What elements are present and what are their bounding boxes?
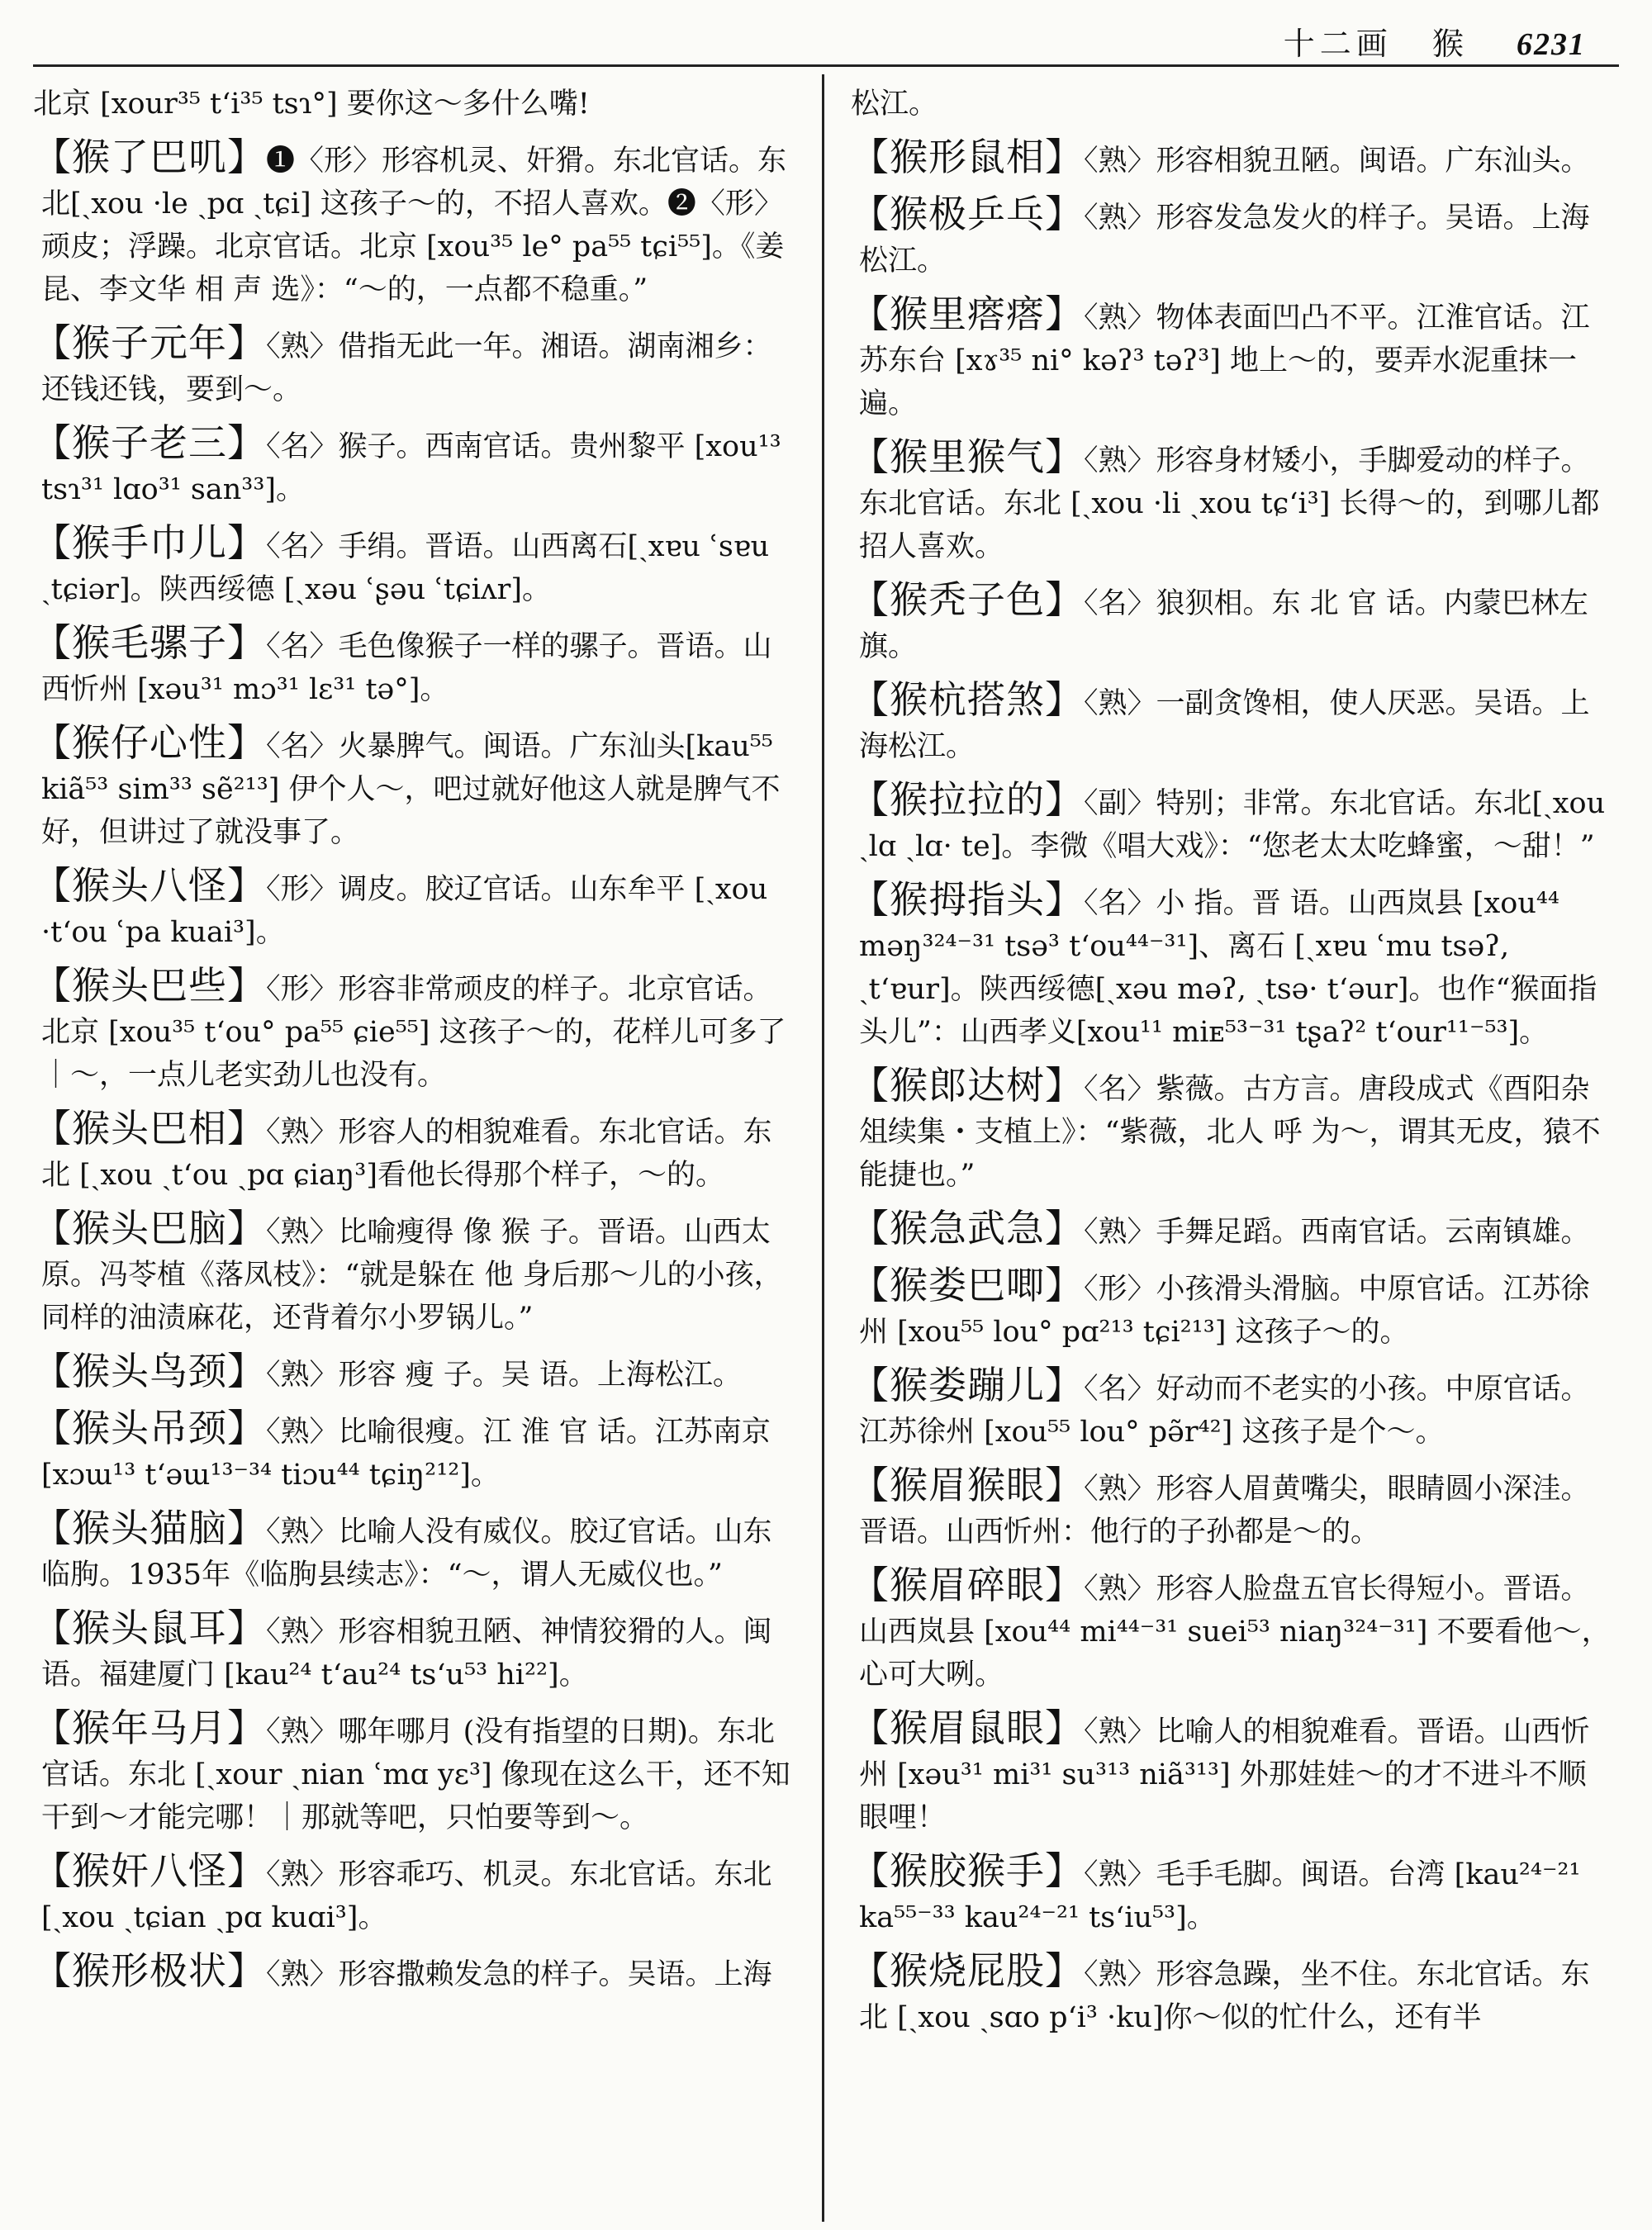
entry-headword: 【猴极乒乓】 (851, 192, 1084, 236)
entry-headword: 【猴仔心性】 (33, 720, 266, 765)
dictionary-entry (33, 421, 793, 511)
entry-definition: 〈熟〉形容乖巧、机灵。东北官话。东北 [ˏxou ˏtɕian ˏpɑ kuɑi³]。 (41, 1858, 772, 1934)
dictionary-entry (33, 1107, 793, 1197)
entry-headword: 【猴头鼠耳】 (33, 1606, 266, 1650)
dictionary-entry (851, 1849, 1611, 1939)
entry-definition: 〈熟〉形容发急发火的样子。吴语。上海松江。 (859, 202, 1590, 278)
entry-definition: 〈名〉紫薇。古方言。唐段成式《酉阳杂俎续集・支植上》：“紫薇，北人 呼 为～，谓其无皮，猿不能捷也。” (859, 1073, 1601, 1192)
dictionary-entry (33, 1506, 793, 1597)
dictionary-entry (851, 878, 1611, 1054)
dictionary-entry (851, 678, 1611, 768)
entry-definition: 〈形〉调皮。胶辽官话。山东牟平 [ˏxou ·tʻou ʿpa kuai³]。 (41, 873, 768, 949)
entry-definition: 〈熟〉手舞足蹈。西南官话。云南镇雄。 (1084, 1216, 1590, 1249)
entry-headword: 【猴眉碎眼】 (851, 1563, 1084, 1607)
dictionary-entry (851, 83, 1611, 126)
entry-definition: 〈熟〉形容相貌丑陋、神情狡猾的人。闽语。福建厦门 [kau²⁴ tʻau²⁴ tsʻu⁵³ hi²²]。 (41, 1616, 772, 1691)
entry-definition: 〈副〉特别；非常。东北官话。东北[ˏxou ˏlɑ ˏlɑ· te]。李微《唱大戏》：“您老太太吃蜂蜜，～甜！” (859, 787, 1606, 863)
entry-definition: 〈熟〉形容相貌丑陋。闽语。广东汕头。 (1084, 145, 1590, 178)
running-head (1284, 18, 1586, 64)
entry-definition: 〈熟〉形容人眉黄嘴尖，眼睛圆小深洼。晋语。山西忻州：他行的子孙都是～的。 (859, 1473, 1590, 1549)
entry-definition: 〈熟〉形容 瘦 子。吴 语。上海松江。 (266, 1359, 742, 1392)
entry-definition: 〈熟〉哪年哪月 (没有指望的日期)。东北官话。东北 [ˏxour ˏnian ʿmɑ yɛ³] 像现在这么干，还不知干到～才能完哪！｜那就等吧，只怕要等到～。 (41, 1715, 790, 1834)
dictionary-entry (33, 721, 793, 854)
entry-definition: 〈熟〉形容人的相貌难看。东北官话。东北 [ˏxou ˏtʻou ˏpɑ ɕiaŋ³]看他长得那个样子，～的。 (41, 1116, 772, 1192)
dictionary-entry (851, 1949, 1611, 2039)
entry-headword: 【猴胶猴手】 (851, 1848, 1084, 1893)
left-column (33, 83, 793, 2006)
dictionary-entry (851, 192, 1611, 282)
entry-headword: 【猴子元年】 (33, 320, 266, 365)
dictionary-entry (851, 1464, 1611, 1554)
entry-definition: 〈熟〉比喻很瘦。江 淮 官 话。江苏南京 [xɔɯ¹³ tʻəɯ¹³⁻³⁴ tiɔu⁴⁴ tɕiŋ²¹²]。 (41, 1416, 771, 1492)
entry-headword: 【猴奸八怪】 (33, 1848, 266, 1893)
entry-definition: 〈名〉猴子。西南官话。贵州黎平 [xou¹³ tsɿ³¹ lɑo³¹ san³³]。 (41, 430, 781, 506)
entry-definition: 〈熟〉比喻人没有威仪。胶辽官话。山东临朐。1935年《临朐县续志》：“～，谓人无威仪也。” (41, 1516, 772, 1592)
entry-definition: 〈名〉狼狈相。东 北 官 话。内蒙巴林左旗。 (859, 587, 1588, 663)
entry-definition: 〈熟〉一副贪馋相，使人厌恶。吴语。上海松江。 (859, 687, 1590, 763)
entry-headword: 【猴拇指头】 (851, 877, 1084, 922)
dictionary-entry (33, 1407, 793, 1497)
entry-definition: ❶〈形〉形容机灵、奸猾。东北官话。东北[ˏxou ·le ˏpɑ ˏtɕi] 这孩子～的，不招人喜欢。❷〈形〉顽皮；浮躁。北京官话。北京 [xou³⁵ le° pa⁵⁵ tɕi⁵⁵]。《姜昆、李文华 相 声 选》：“～的，一点都不稳重。” (41, 145, 787, 306)
entry-headword: 【猴娄巴唧】 (851, 1263, 1084, 1307)
column-divider (822, 74, 824, 2222)
entry-headword: 【猴手巾儿】 (33, 520, 266, 565)
entry-definition: 〈熟〉借指无此一年。湘语。湖南湘乡：还钱还钱，要到～。 (41, 330, 772, 406)
entry-headword: 【猴头八怪】 (33, 863, 266, 908)
entry-headword: 【猴头鸟颈】 (33, 1349, 266, 1393)
dictionary-entry (851, 1264, 1611, 1354)
entry-headword: 【猴子老三】 (33, 420, 266, 465)
entry-headword: 【猴毛骡子】 (33, 620, 266, 665)
dictionary-entry (33, 1949, 793, 1996)
entry-definition: 〈熟〉比喻瘦得 像 猴 子。晋语。山西太原。冯苓植《落凤枝》：“就是躲在 他 身后那～儿的小孩，同样的油渍麻花，还背着尔小罗锅儿。” (41, 1216, 783, 1335)
entry-headword: 【猴烧屁股】 (851, 1948, 1084, 1993)
entry-headword: 【猴头吊颈】 (33, 1406, 266, 1450)
entry-headword: 【猴郎达树】 (851, 1063, 1084, 1108)
entry-headword: 【猴头猫脑】 (33, 1506, 266, 1550)
entry-definition: 〈熟〉物体表面凹凸不平。江淮官话。江苏东台 [xɤ³⁵ ni° kəʔ³ təʔ³] 地上～的，要弄水泥重抹一遍。 (859, 301, 1590, 420)
entry-headword: 【猴秃子色】 (851, 577, 1084, 622)
dictionary-entry (33, 1606, 793, 1696)
entry-definition: 〈熟〉毛手毛脚。闽语。台湾 [kau²⁴⁻²¹ ka⁵⁵⁻³³ kau²⁴⁻²¹ tsʻiu⁵³]。 (859, 1858, 1581, 1934)
entry-headword: 【猴眉猴眼】 (851, 1463, 1084, 1507)
dictionary-entry (33, 521, 793, 611)
entry-headword: 【猴眉鼠眼】 (851, 1706, 1084, 1750)
section-label: 十二画 (1283, 26, 1393, 62)
dictionary-entry (851, 1064, 1611, 1197)
entry-definition: 〈名〉小 指。晋 语。山西岚县 [xou⁴⁴ məŋ³²⁴⁻³¹ tsə³ tʻou⁴⁴⁻³¹]、离石 [ˏxɐu ʿmu tsəʔ, ˏtʻɐur]。陕西绥德[ˏxəu məʔ, ˏtsə· tʻəur]。也作“猴面指头儿”：山西孝义[xou¹¹ miᴇ⁵³⁻³¹ tʂaʔ² tʻour¹¹⁻⁵³]。 (859, 887, 1597, 1049)
entry-headword: 【猴形极状】 (33, 1948, 266, 1993)
dictionary-entry (33, 1207, 793, 1340)
dictionary-entry (851, 292, 1611, 425)
entry-definition: 〈名〉好动而不老实的小孩。中原官话。江苏徐州 [xou⁵⁵ lou° pə̃r⁴²] 这孩子是个～。 (859, 1373, 1590, 1449)
entry-headword: 【猴形鼠相】 (851, 135, 1084, 179)
dictionary-entry (851, 435, 1611, 568)
entry-definition: 〈熟〉比喻人的相貌难看。晋语。山西忻州 [xəu³¹ mi³¹ su³¹³ niã³¹³] 外那娃娃～的才不进斗不顺眼哩！ (859, 1715, 1590, 1834)
dictionary-entry (33, 964, 793, 1097)
dictionary-entry (33, 864, 793, 954)
entry-definition: 〈名〉手绢。晋语。山西离石[ˏxɐu ʿsɐu ˏtɕiər]。陕西绥德 [ˏxəu ʿʂəu ʿtɕiʌr]。 (41, 530, 770, 606)
header-rule (33, 64, 1619, 67)
entry-definition: 〈熟〉形容急躁，坐不住。东北官话。东北 [ˏxou ˏsɑo pʻi³ ·ku]你～似的忙什么，还有半 (859, 1958, 1590, 2034)
dictionary-entry (851, 1364, 1611, 1454)
entry-definition: 松江。 (851, 88, 938, 121)
dictionary-entry (33, 83, 793, 126)
dictionary-entry (33, 1849, 793, 1939)
dictionary-entry (851, 778, 1611, 868)
dictionary-entry (33, 1706, 793, 1839)
entry-headword: 【猴杭搭煞】 (851, 677, 1084, 722)
entry-headword: 【猴年马月】 (33, 1706, 266, 1750)
entry-definition: 〈形〉形容非常顽皮的样子。北京官话。北京 [xou³⁵ tʻou° pa⁵⁵ ɕie⁵⁵] 这孩子～的，花样儿可多了｜～，一点儿老实劲儿也没有。 (41, 973, 786, 1092)
entry-headword: 【猴拉拉的】 (851, 777, 1084, 822)
entry-headword: 【猴里瘩瘩】 (851, 292, 1084, 336)
entry-headword: 【猴急武急】 (851, 1206, 1084, 1250)
right-column (851, 83, 1611, 2049)
dictionary-entry (851, 1706, 1611, 1839)
entry-definition: 〈形〉小孩滑头滑脑。中原官话。江苏徐州 [xou⁵⁵ lou° pɑ²¹³ tɕi²¹³] 这孩子～的。 (859, 1273, 1590, 1349)
entry-definition: 北京 [xour³⁵ tʻi³⁵ tsɿ°] 要你这～多什么嘴! (33, 88, 590, 121)
entry-headword: 【猴里猴气】 (851, 434, 1084, 479)
dictionary-entry (33, 621, 793, 711)
entry-definition: 〈熟〉形容身材矮小，手脚爱动的样子。东北官话。东北 [ˏxou ·li ˏxou tɕʻi³] 长得～的，到哪儿都招人喜欢。 (859, 444, 1600, 563)
dictionary-entry (33, 1350, 793, 1397)
entry-definition: 〈熟〉形容撒赖发急的样子。吴语。上海 (266, 1958, 772, 1991)
dictionary-entry (851, 578, 1611, 668)
entry-headword: 【猴头巴些】 (33, 963, 266, 1008)
entry-definition: 〈名〉火暴脾气。闽语。广东汕头[kau⁵⁵ kiã⁵³ sim³³ sẽ²¹³] 伊个人～，吧过就好他这人就是脾气不好，但讲过了就没事了。 (41, 730, 781, 849)
entry-headword: 【猴头巴相】 (33, 1106, 266, 1151)
entry-headword: 【猴娄蹦儿】 (851, 1363, 1084, 1407)
page-headword: 猴 (1431, 26, 1469, 62)
entry-headword: 【猴了巴叽】 (33, 135, 266, 179)
entry-definition: 〈熟〉形容人脸盘五官长得短小。晋语。山西岚县 [xou⁴⁴ mi⁴⁴⁻³¹ suei⁵³ niaŋ³²⁴⁻³¹] 不要看他～，心可大咧。 (859, 1573, 1611, 1691)
entry-headword: 【猴头巴脑】 (33, 1206, 266, 1250)
entry-definition: 〈名〉毛色像猴子一样的骡子。晋语。山西忻州 [xəu³¹ mɔ³¹ lɛ³¹ tə°]。 (41, 630, 772, 706)
page-number: 6231 (1517, 27, 1586, 62)
dictionary-entry (33, 135, 793, 311)
dictionary-entry (33, 321, 793, 411)
dictionary-entry (851, 135, 1611, 183)
dictionary-entry (851, 1207, 1611, 1254)
dictionary-entry (851, 1563, 1611, 1696)
